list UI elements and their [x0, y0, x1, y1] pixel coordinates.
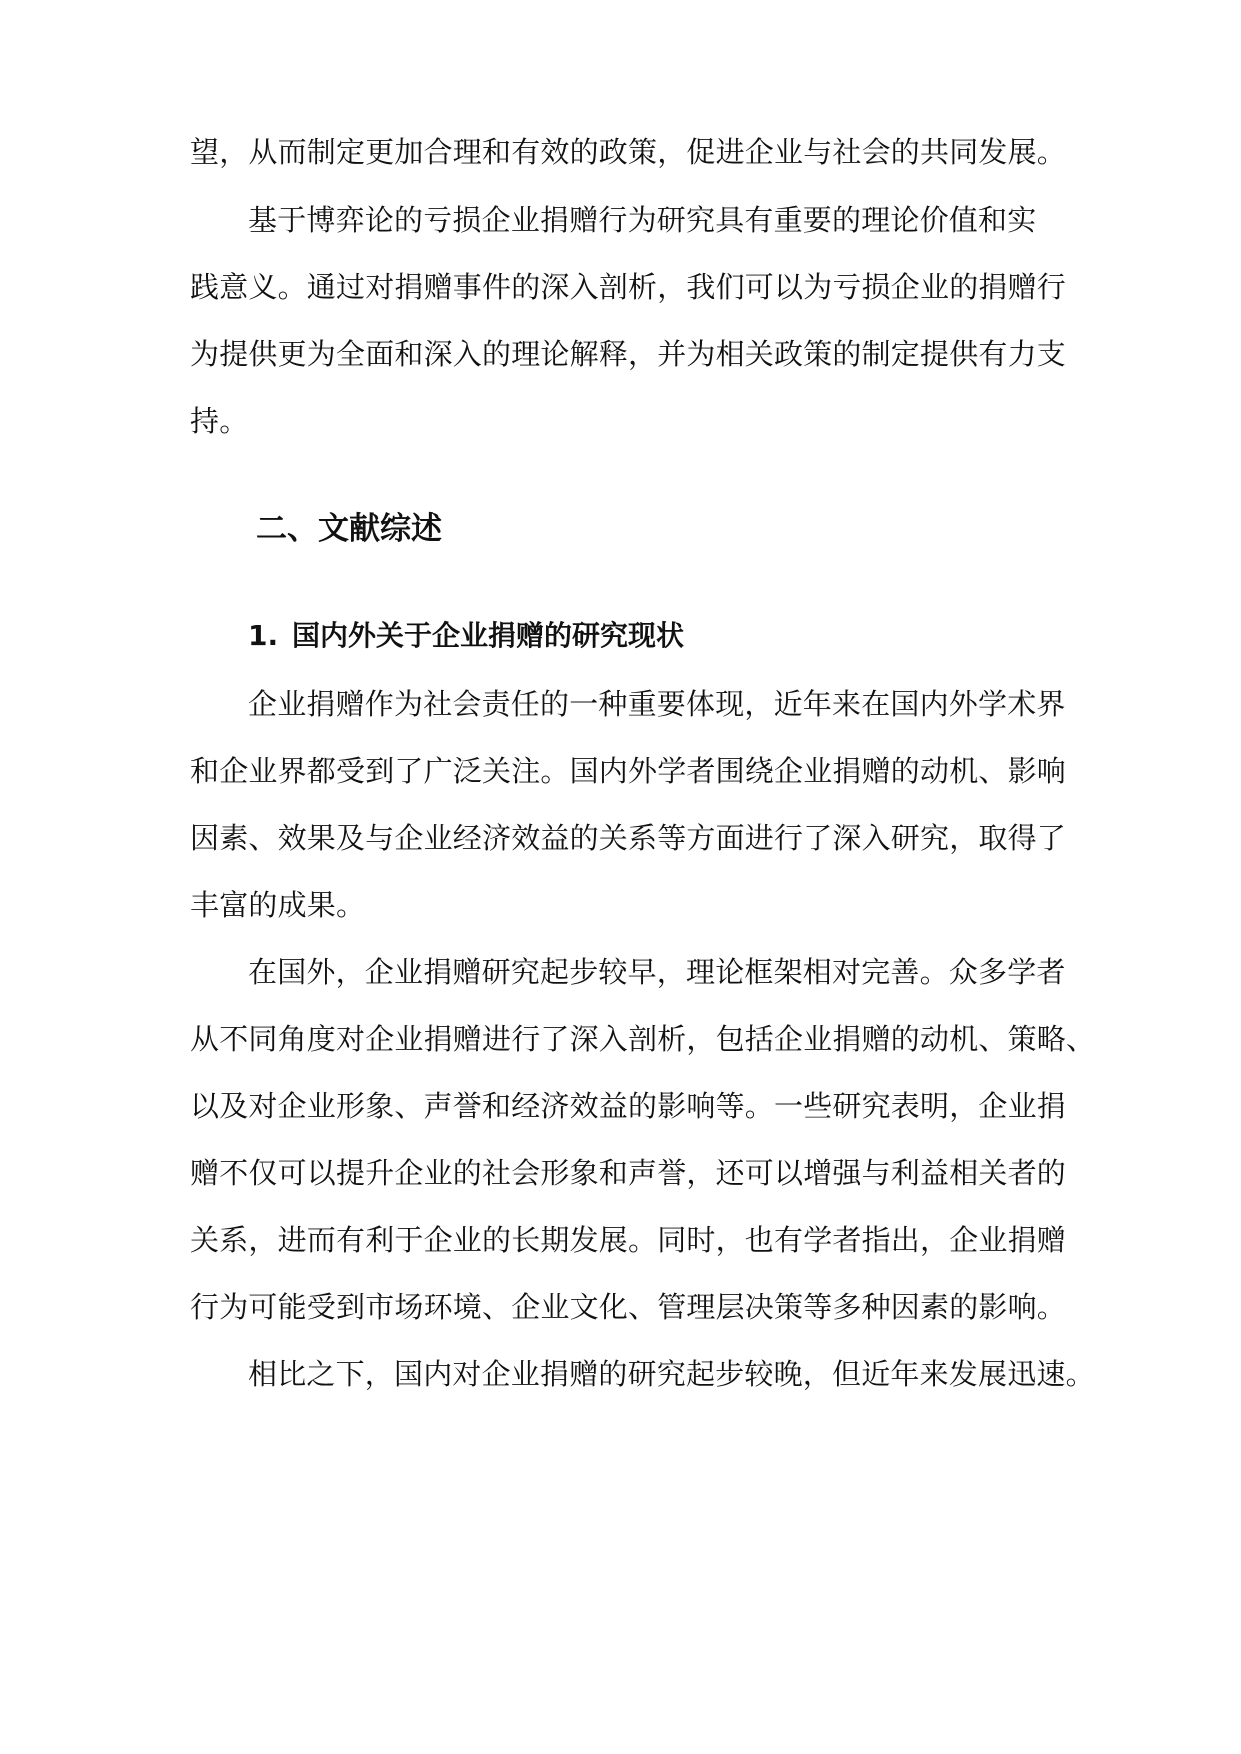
subsection-number: 1. — [248, 619, 279, 652]
paragraph-line: 企业捐赠作为社会责任的一种重要体现，近年来在国内外学术界 — [248, 687, 1066, 721]
paragraph-line: 践意义。通过对捐赠事件的深入剖析，我们可以为亏损企业的捐赠行 — [190, 270, 1067, 304]
paragraph-line: 以及对企业形象、声誉和经济效益的影响等。一些研究表明，企业捐 — [190, 1089, 1067, 1123]
section-heading: 二、文献综述 — [256, 511, 442, 547]
paragraph-line: 关系，进而有利于企业的长期发展。同时，也有学者指出，企业捐赠 — [190, 1223, 1067, 1257]
subsection-heading — [248, 616, 684, 656]
subsection-title: 国内外关于企业捐赠的研究现状 — [292, 619, 685, 652]
paragraph-line: 丰富的成果。 — [190, 888, 366, 922]
paragraph-line: 赠不仅可以提升企业的社会形象和声誉，还可以增强与利益相关者的 — [190, 1156, 1067, 1190]
paragraph-line: 相比之下，国内对企业捐赠的研究起步较晚，但近年来发展迅速。 — [248, 1357, 1095, 1391]
paragraph-line: 和企业界都受到了广泛关注。国内外学者围绕企业捐赠的动机、影响 — [190, 754, 1067, 788]
paragraph-line: 为提供更为全面和深入的理论解释，并为相关政策的制定提供有力支 — [190, 337, 1067, 371]
paragraph-line: 从不同角度对企业捐赠进行了深入剖析，包括企业捐赠的动机、策略、 — [190, 1022, 1096, 1056]
paragraph-line: 在国外，企业捐赠研究起步较早，理论框架相对完善。众多学者 — [248, 955, 1066, 989]
paragraph-line: 持。 — [190, 404, 249, 438]
paragraph-line: 因素、效果及与企业经济效益的关系等方面进行了深入研究，取得了 — [190, 821, 1067, 855]
paragraph-line: 行为可能受到市场环境、企业文化、管理层决策等多种因素的影响。 — [190, 1290, 1067, 1324]
paragraph-line: 基于博弈论的亏损企业捐赠行为研究具有重要的理论价值和实 — [248, 203, 1037, 237]
paragraph-line: 望，从而制定更加合理和有效的政策，促进企业与社会的共同发展。 — [190, 135, 1067, 169]
